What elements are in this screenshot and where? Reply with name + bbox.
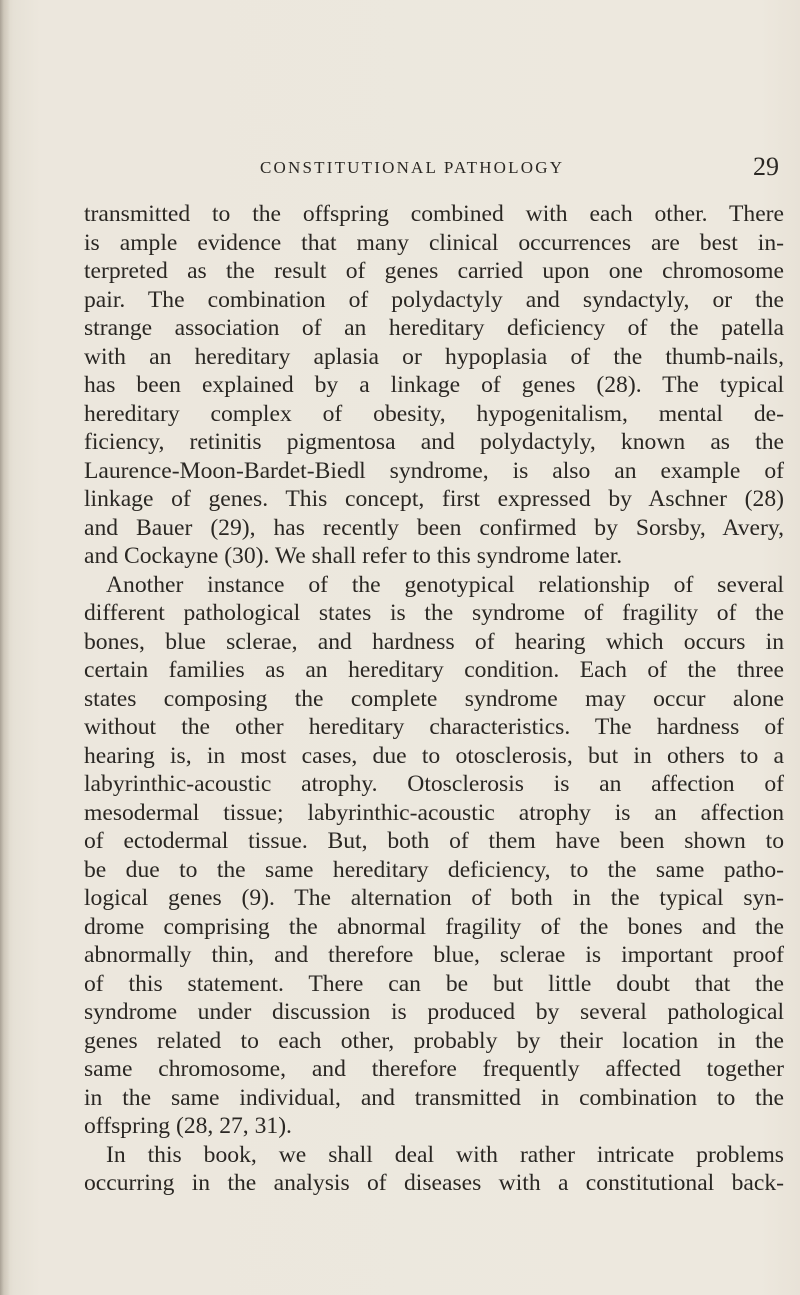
- body-text: [84, 200, 784, 1198]
- text-line: genes related to each other, probably by their location in the: [84, 1027, 784, 1054]
- page-number: 29: [753, 152, 779, 181]
- text-line: and Cockayne (30). We shall refer to this syndrome later.: [84, 543, 623, 569]
- text-line: linkage of genes. This concept, first expressed by Aschner (28): [84, 486, 784, 512]
- text-line: Laurence-Moon-Bardet-Biedl syndrome, is also an example of: [84, 457, 784, 484]
- running-title: CONSTITUTIONAL PATHOLOGY: [260, 158, 565, 177]
- text-line: transmitted to the offspring combined with each other. There: [84, 201, 784, 227]
- text-line: and Bauer (29), has recently been confirmed by Sorsby, Avery,: [84, 514, 784, 541]
- text-line: same chromosome, and therefore frequently affected together: [84, 1056, 784, 1082]
- text-line: hearing is, in most cases, due to otosclerosis, but in others to a: [84, 742, 784, 769]
- text-line: is ample evidence that many clinical occurrences are best in-: [84, 229, 784, 256]
- text-line: hereditary complex of obesity, hypogenitalism, mental de-: [84, 400, 784, 427]
- text-line: with an hereditary aplasia or hypoplasia of the thumb-nails,: [84, 343, 784, 370]
- text-line: ficiency, retinitis pigmentosa and polydactyly, known as the: [84, 429, 784, 455]
- text-line: different pathological states is the syndrome of fragility of the: [84, 600, 784, 626]
- text-line: certain families as an hereditary condition. Each of the three: [84, 657, 784, 683]
- text-line: terpreted as the result of genes carried upon one chromosome: [84, 258, 784, 284]
- text-line: offspring (28, 27, 31).: [84, 1113, 292, 1139]
- text-line: of this statement. There can be but little doubt that the: [84, 970, 784, 997]
- running-head: [228, 152, 783, 182]
- text-line: states composing the complete syndrome may occur alone: [84, 685, 784, 712]
- text-line: has been explained by a linkage of genes (28). The typical: [84, 372, 784, 398]
- text-line: logical genes (9). The alternation of both in the typical syn-: [84, 885, 784, 911]
- text-line: In this book, we shall deal with rather intricate problems: [106, 1141, 784, 1168]
- text-line: occurring in the analysis of diseases with a constitutional back-: [84, 1170, 784, 1196]
- text-line: mesodermal tissue; labyrinthic-acoustic atrophy is an affection: [84, 799, 784, 826]
- page-gutter-shadow: [0, 0, 10, 1295]
- text-line: be due to the same hereditary deficiency, to the same patho-: [84, 856, 784, 883]
- text-line: of ectodermal tissue. But, both of them have been shown to: [84, 828, 784, 854]
- text-line: strange association of an hereditary deficiency of the patella: [84, 315, 784, 341]
- text-line: without the other hereditary characteristics. The hardness of: [84, 714, 784, 740]
- text-line: bones, blue sclerae, and hardness of hearing which occurs in: [84, 628, 784, 655]
- text-line: abnormally thin, and therefore blue, sclerae is important proof: [84, 942, 784, 968]
- text-line: in the same individual, and transmitted in combination to the: [84, 1084, 784, 1111]
- text-line: syndrome under discussion is produced by several pathological: [84, 999, 784, 1025]
- text-line: pair. The combination of polydactyly and syndactyly, or the: [84, 286, 784, 313]
- text-line: drome comprising the abnormal fragility of the bones and the: [84, 913, 784, 940]
- text-line: Another instance of the genotypical relationship of several: [106, 571, 784, 598]
- text-line: labyrinthic-acoustic atrophy. Otosclerosis is an affection of: [84, 771, 784, 797]
